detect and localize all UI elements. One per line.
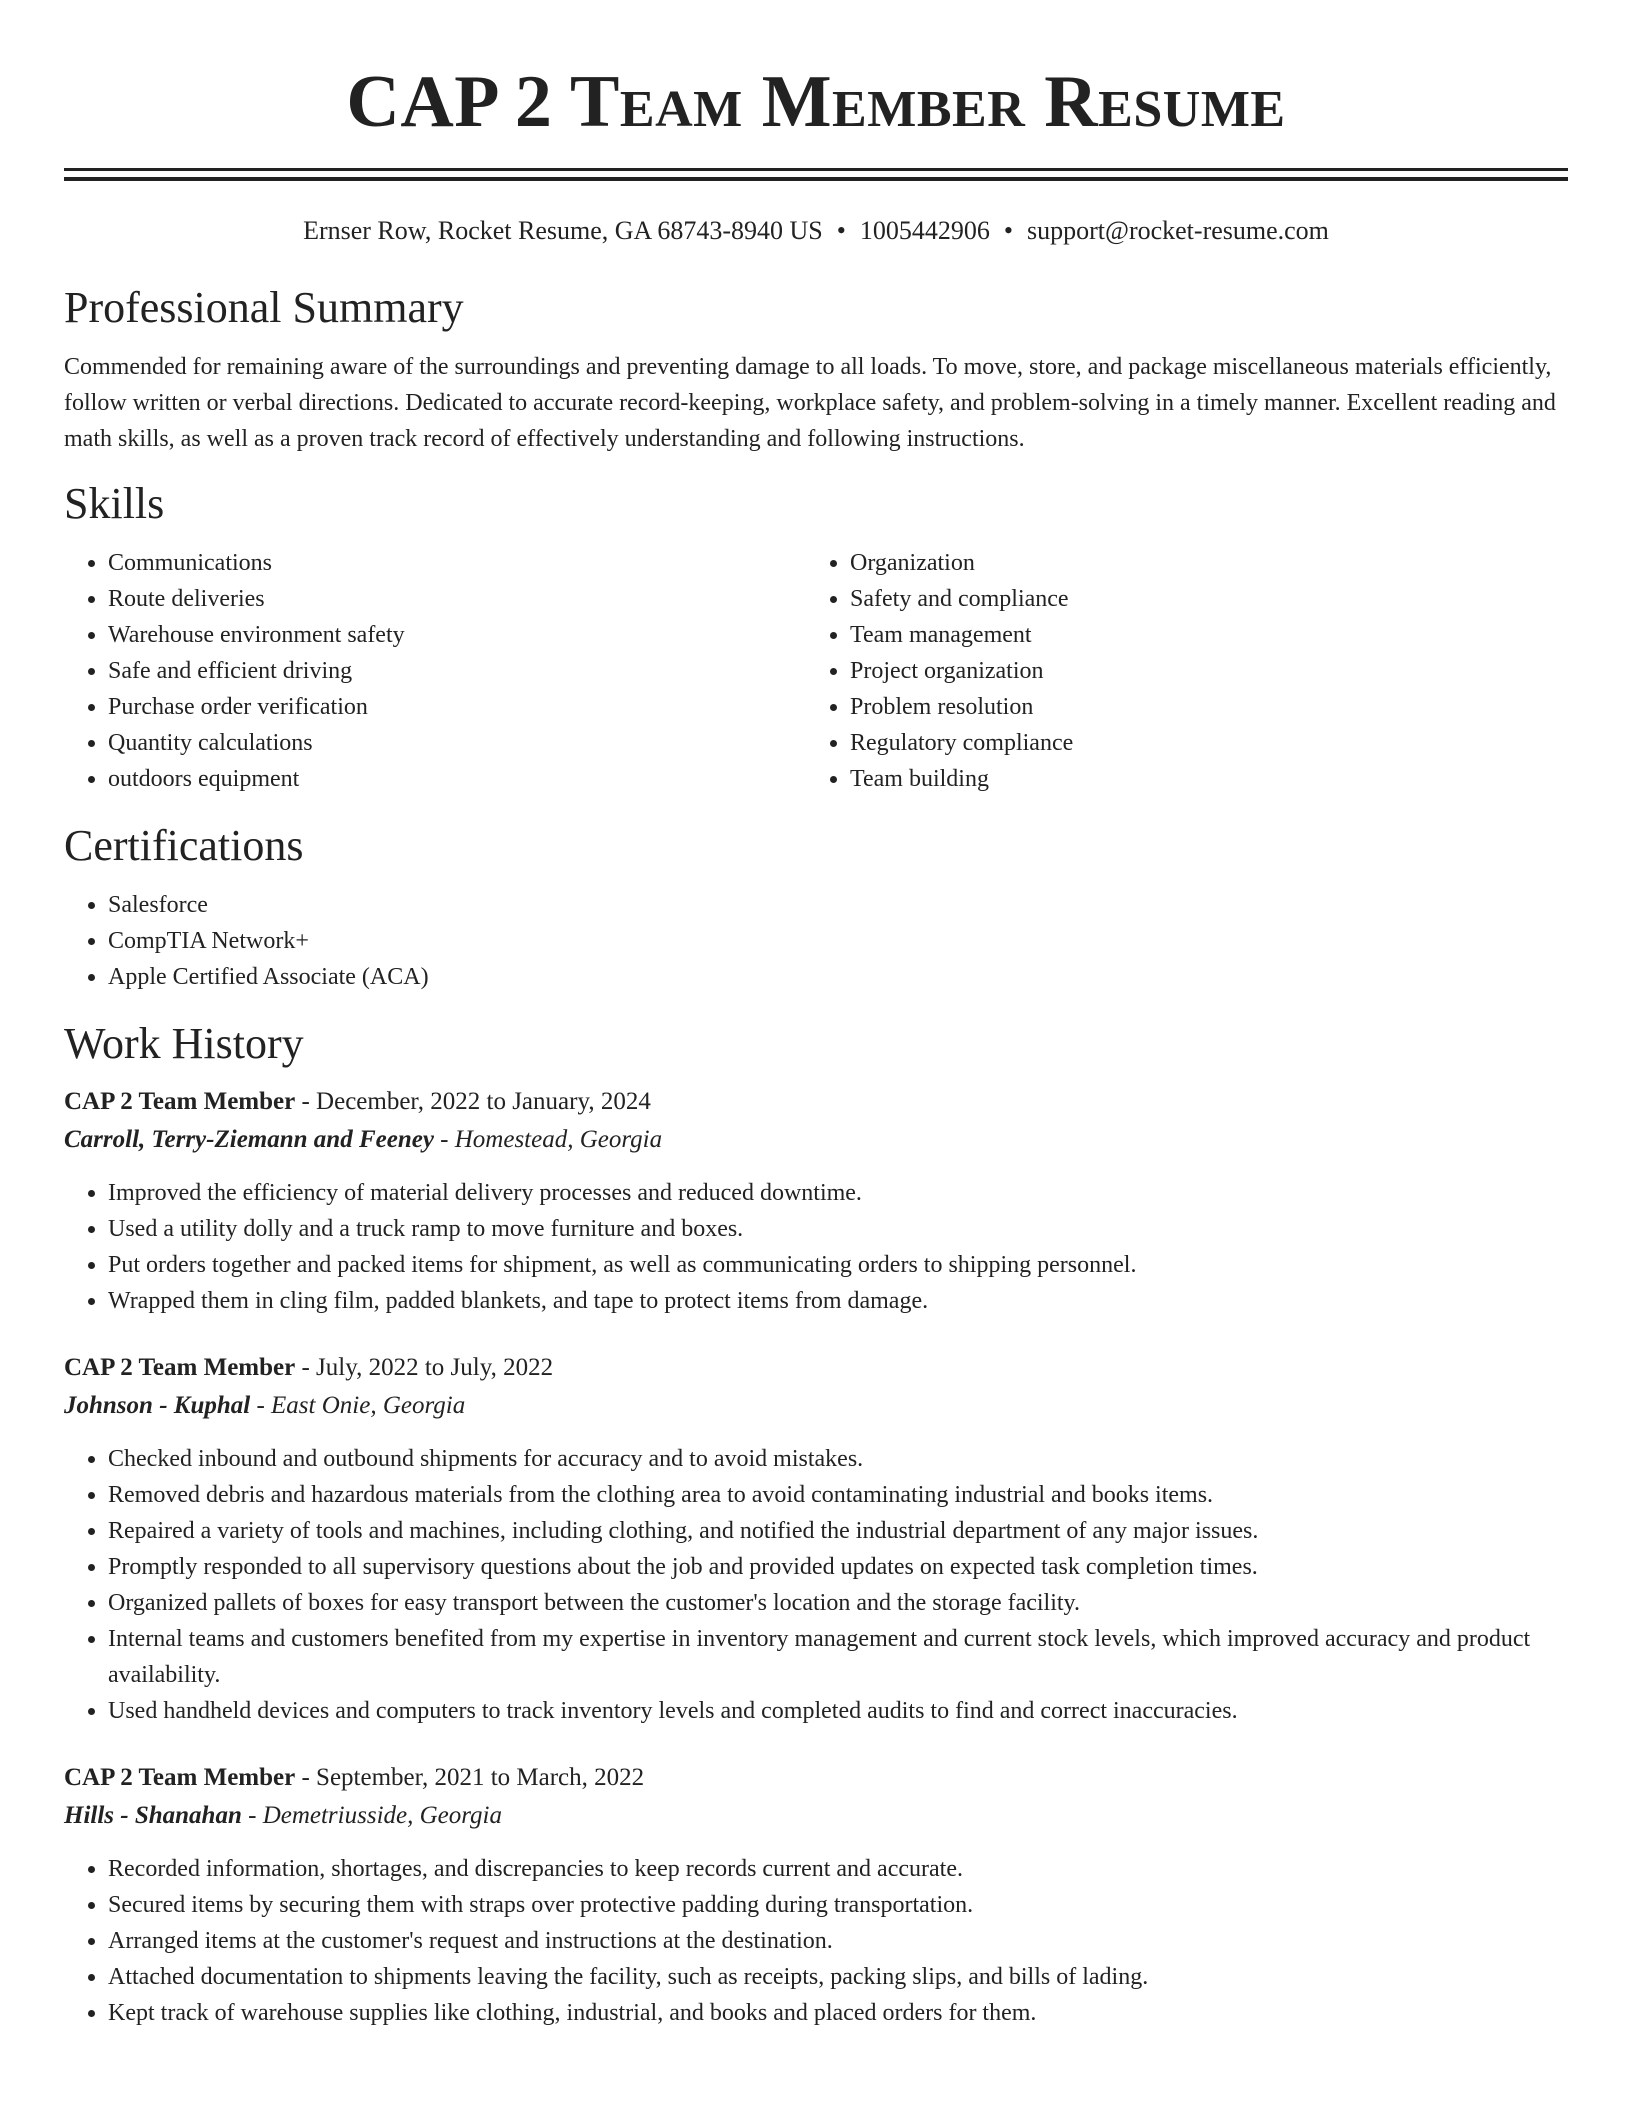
summary-text: Commended for remaining aware of the surroundings and preventing damage to all loads. To move, store, and package miscellaneous materials efficiently, follow written or verbal directions. Dedicated to accurate record-keeping, workplace safety, and problem-solving in a timely manner. Excellent reading and math skills, as well as a proven track record of effectively understanding and following instructions. xyxy=(64,354,1556,452)
certification-item: • CompTIA Network+ xyxy=(108,923,1568,959)
job-duty: • Checked inbound and outbound shipments for accuracy and to avoid mistakes. xyxy=(108,1441,1568,1477)
job-company: Johnson - Kuphal xyxy=(64,1392,251,1419)
title-divider-top xyxy=(64,168,1568,171)
job-title: CAP 2 Team Member xyxy=(64,1088,296,1115)
job-duty: • Improved the efficiency of material delivery processes and reduced downtime. xyxy=(108,1175,1568,1211)
job-duty: • Secured items by securing them with straps over protective padding during transportation. xyxy=(108,1887,1568,1923)
skills-right-list xyxy=(806,545,1548,797)
job-company: Carroll, Terry-Ziemann and Feeney xyxy=(64,1126,434,1153)
job-duty: • Organized pallets of boxes for easy transport between the customer's location and the storage facility. xyxy=(108,1585,1568,1621)
job-duty: • Recorded information, shortages, and discrepancies to keep records current and accurate. xyxy=(108,1851,1568,1887)
contact-email: support@rocket-resume.com xyxy=(1027,216,1329,245)
job-duty: • Used a utility dolly and a truck ramp to move furniture and boxes. xyxy=(108,1211,1568,1247)
skill-item: • Quantity calculations xyxy=(108,725,806,761)
job-duty: • Used handheld devices and computers to track inventory levels and completed audits to find and correct inaccuracies. xyxy=(108,1693,1568,1729)
skill-item: • outdoors equipment xyxy=(108,761,806,797)
skills-section xyxy=(64,477,1568,797)
job-duty: • Put orders together and packed items for shipment, as well as communicating orders to shipping personnel. xyxy=(108,1247,1568,1283)
job-duty: • Kept track of warehouse supplies like clothing, industrial, and books and placed orders for them. xyxy=(108,1995,1568,2031)
job-title-line: CAP 2 Team Member - September, 2021 to March, 2022 xyxy=(64,1764,645,1791)
job-location: East Onie, Georgia xyxy=(271,1392,466,1419)
job-title: CAP 2 Team Member xyxy=(64,1764,296,1791)
job-duty: • Promptly responded to all supervisory questions about the job and provided updates on expected task completion times. xyxy=(108,1549,1568,1585)
job-company-line: Hills - Shanahan - Demetriusside, Georgia xyxy=(64,1802,503,1829)
certifications-section xyxy=(64,819,1568,995)
job-title: CAP 2 Team Member xyxy=(64,1354,296,1381)
skills-heading: Skills xyxy=(64,479,165,528)
job-entry xyxy=(64,1083,1568,1319)
job-dates: September, 2021 to March, 2022 xyxy=(316,1764,645,1791)
job-entry xyxy=(64,1349,1568,1729)
skill-item: • Regulatory compliance xyxy=(850,725,1548,761)
job-duty: • Repaired a variety of tools and machines, including clothing, and notified the industrial department of any major issues. xyxy=(108,1513,1568,1549)
skills-left-list xyxy=(64,545,806,797)
skill-item: • Purchase order verification xyxy=(108,689,806,725)
job-duty: • Internal teams and customers benefited from my expertise in inventory management and current stock levels, which improved accuracy and product availability. xyxy=(108,1621,1568,1693)
certification-item: • Salesforce xyxy=(108,887,1568,923)
job-duty: • Wrapped them in cling film, padded blankets, and tape to protect items from damage. xyxy=(108,1283,1568,1319)
job-duty: • Attached documentation to shipments leaving the facility, such as receipts, packing slips, and bills of lading. xyxy=(108,1959,1568,1995)
job-location: Demetriusside, Georgia xyxy=(262,1802,503,1829)
skill-item: • Communications xyxy=(108,545,806,581)
job-entry xyxy=(64,1759,1568,2031)
job-duties-list xyxy=(64,1851,1568,2031)
job-duties-list xyxy=(64,1441,1568,1729)
skill-item: • Project organization xyxy=(850,653,1548,689)
summary-heading: Professional Summary xyxy=(64,283,464,332)
certification-item: • Apple Certified Associate (ACA) xyxy=(108,959,1568,995)
resume-title: CAP 2 Team Member Resume xyxy=(346,61,1286,143)
job-duty: • Arranged items at the customer's request and instructions at the destination. xyxy=(108,1923,1568,1959)
certifications-list xyxy=(64,887,1568,995)
job-company-line: Johnson - Kuphal - East Onie, Georgia xyxy=(64,1392,466,1419)
job-company-line: Carroll, Terry-Ziemann and Feeney - Homestead, Georgia xyxy=(64,1126,663,1153)
summary-section xyxy=(64,281,1568,457)
skill-item: • Organization xyxy=(850,545,1548,581)
job-location: Homestead, Georgia xyxy=(454,1126,663,1153)
contact-phone: 1005442906 xyxy=(859,216,990,245)
skill-item: • Team building xyxy=(850,761,1548,797)
contact-separator: • xyxy=(836,216,846,245)
job-duties-list xyxy=(64,1175,1568,1319)
skills-left-column xyxy=(64,545,806,797)
job-dates: July, 2022 to July, 2022 xyxy=(316,1354,554,1381)
work-history-section xyxy=(64,1017,1568,2031)
skill-item: • Team management xyxy=(850,617,1548,653)
job-duty: • Removed debris and hazardous materials from the clothing area to avoid contaminating industrial and books items. xyxy=(108,1477,1568,1513)
certifications-heading: Certifications xyxy=(64,821,304,870)
skills-right-column xyxy=(806,545,1548,797)
contact-line xyxy=(64,215,1568,247)
contact-separator: • xyxy=(1003,216,1013,245)
job-title-line: CAP 2 Team Member - July, 2022 to July, 2022 xyxy=(64,1354,554,1381)
job-dates: December, 2022 to January, 2024 xyxy=(316,1088,651,1115)
skill-item: • Safety and compliance xyxy=(850,581,1548,617)
skill-item: • Warehouse environment safety xyxy=(108,617,806,653)
skills-columns xyxy=(64,545,1568,797)
title-divider-bottom xyxy=(64,177,1568,181)
work-history-heading: Work History xyxy=(64,1019,304,1068)
skill-item: • Problem resolution xyxy=(850,689,1548,725)
contact-address: Ernser Row, Rocket Resume, GA 68743-8940 US xyxy=(303,216,823,245)
skill-item: • Safe and efficient driving xyxy=(108,653,806,689)
job-title-line: CAP 2 Team Member - December, 2022 to January, 2024 xyxy=(64,1088,651,1115)
skill-item: • Route deliveries xyxy=(108,581,806,617)
job-company: Hills - Shanahan xyxy=(64,1802,242,1829)
